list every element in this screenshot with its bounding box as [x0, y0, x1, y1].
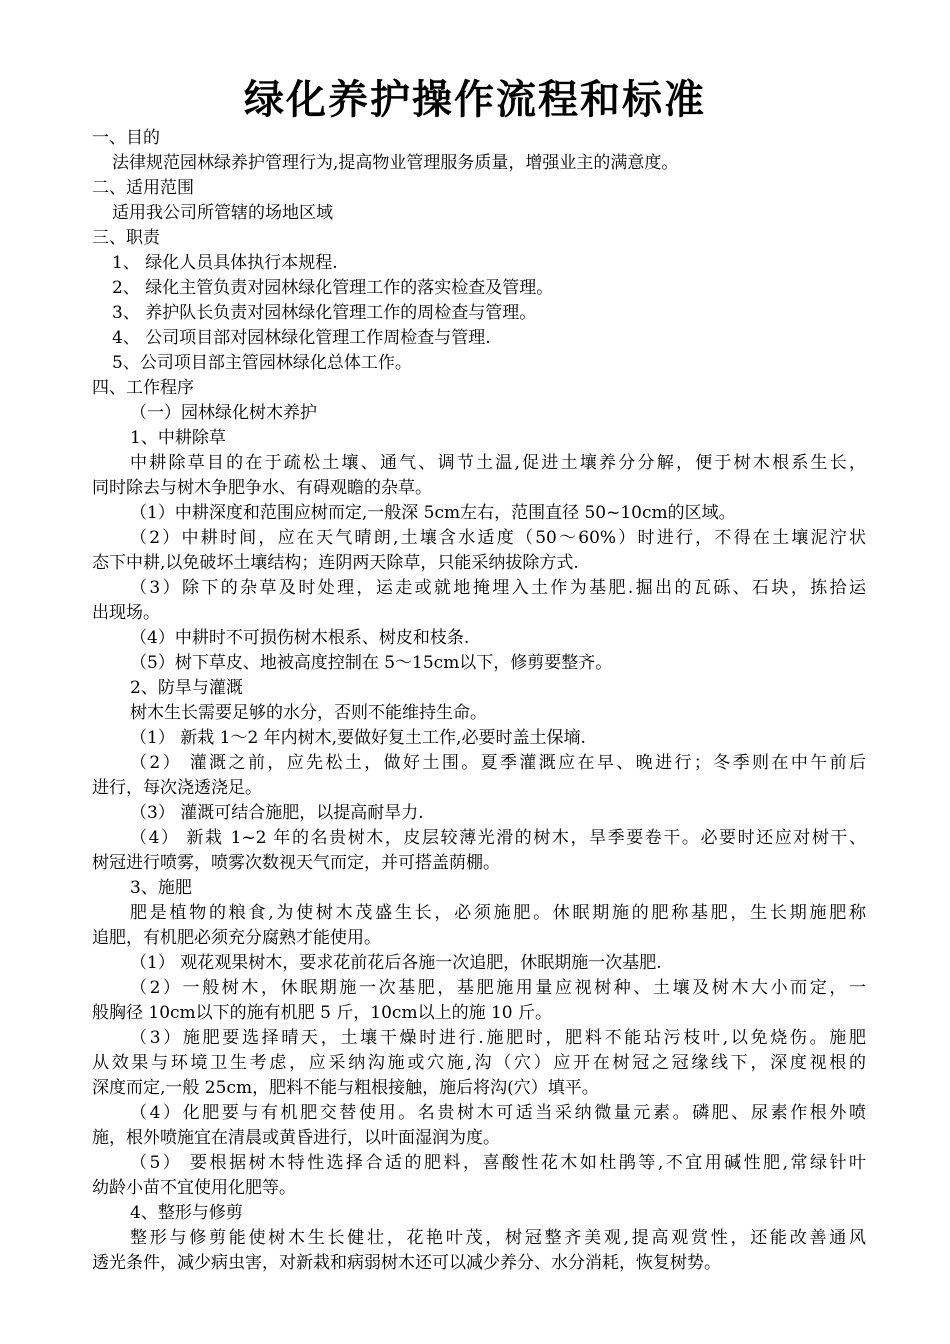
list-item: （3）除下的杂草及时处理，运走或就地掩埋入土作为基肥.掘出的瓦砾、石块，拣拾运 [130, 578, 866, 598]
list-item: （5）树下草皮、地被高度控制在 5～15cm以下，修剪要整齐。 [130, 653, 613, 673]
document-title: 绿化养护操作流程和标准 [244, 77, 706, 123]
list-item: 3、 养护队长负责对园林绿化管理工作的周检查与管理。 [112, 303, 537, 323]
list-item: （2）一般树木，休眠期施一次基肥，基肥施用量应视树种、土壤及树木大小而定，一 [130, 978, 866, 998]
paragraph-line: 进行，每次浇透浇足。 [92, 778, 262, 798]
paragraph-line: 中耕除草目的在于疏松土壤、通气、调节土温,促进土壤养分分解，便于树木根系生长， [130, 453, 866, 473]
paragraph-line: 出现场。 [92, 603, 160, 623]
section-heading-purpose: 一、目的 [92, 128, 160, 148]
paragraph-line: 追肥，有机肥必须充分腐熟才能使用。 [92, 928, 381, 948]
section-heading-procedure: 四、工作程序 [92, 378, 194, 398]
list-item: （3）施肥要选择晴天，土壤干燥时进行.施肥时，肥料不能玷污枝叶,以免烧伤。施肥 [130, 1028, 866, 1048]
subsection-heading: （一）园林绿化树木养护 [130, 403, 317, 423]
paragraph-line: 态下中耕,以免破坏土壤结构；连阴两天除草，只能采纳拔除方式. [92, 553, 579, 573]
section-heading-scope: 二、适用范围 [92, 178, 194, 198]
subsection-heading: 1、中耕除草 [130, 428, 226, 448]
paragraph-line: 施，根外喷施宜在清晨或黄昏进行，以叶面湿润为度。 [92, 1128, 500, 1148]
paragraph-line: 同时除去与树木争肥争水、有碍观瞻的杂草。 [92, 478, 432, 498]
list-item: （1） 新栽 1～2 年内树木,要做好复土工作,必要时盖土保墒. [130, 728, 586, 748]
list-item: （2） 灌溉之前，应先松土，做好土围。夏季灌溉应在早、晚进行；冬季则在中午前后 [130, 753, 866, 773]
list-item: 5、公司项目部主管园林绿化总体工作。 [112, 353, 412, 373]
list-item: 4、 公司项目部对园林绿化管理工作周检查与管理. [112, 328, 491, 348]
list-item: （4） 新栽 1~2 年的名贵树木，皮层较薄光滑的树木，旱季要卷干。必要时还应对树干、 [130, 828, 866, 848]
subsection-heading: 2、防旱与灌溉 [130, 678, 243, 698]
paragraph-line: 肥是植物的粮食,为使树木茂盛生长，必须施肥。休眠期施的肥称基肥，生长期施肥称 [130, 903, 866, 923]
list-item: （2）中耕时间，应在天气晴朗,土壤含水适度（50～60%）时进行，不得在土壤泥泞状 [130, 528, 866, 548]
list-item: 1、 绿化人员具体执行本规程. [112, 253, 338, 273]
paragraph-line: 树冠进行喷雾，喷雾次数视天气而定，并可搭盖荫棚。 [92, 853, 500, 873]
list-item: （1） 观花观果树木，要求花前花后各施一次追肥，休眠期施一次基肥. [130, 953, 662, 973]
list-item: 2、 绿化主管负责对园林绿化管理工作的落实检查及管理。 [112, 278, 554, 298]
paragraph: 适用我公司所管辖的场地区域 [112, 203, 333, 223]
paragraph-line: 从效果与环境卫生考虑，应采纳沟施或穴施,沟（穴）应开在树冠之冠缘线下，深度视根的 [92, 1053, 866, 1073]
list-item: （3） 灌溉可结合施肥，以提高耐旱力. [130, 803, 424, 823]
list-item: （5） 要根据树木特性选择合适的肥料，喜酸性花木如杜鹃等,不宜用碱性肥,常绿针叶 [130, 1153, 866, 1173]
list-item: （1）中耕深度和范围应树而定,一般深 5cm左右，范围直径 50~10cm的区域。 [130, 503, 736, 523]
paragraph-line: 整形与修剪能使树木生长健壮，花艳叶茂，树冠整齐美观,提高观赏性，还能改善通风 [130, 1228, 866, 1248]
section-heading-duties: 三、职责 [92, 228, 160, 248]
paragraph-line: 般胸径 10cm以下的施有机肥 5 斤，10cm以上的施 10 斤。 [92, 1003, 553, 1023]
list-item: （4）化肥要与有机肥交替使用。名贵树木可适当采纳微量元素。磷肥、尿素作根外喷 [130, 1103, 866, 1123]
paragraph: 树木生长需要足够的水分，否则不能维持生命。 [130, 703, 487, 723]
paragraph-line: 幼龄小苗不宜使用化肥等。 [92, 1178, 296, 1198]
list-item: （4）中耕时不可损伤树木根系、树皮和枝条. [130, 628, 470, 648]
paragraph-line: 深度而定,一般 25cm，肥料不能与粗根接触，施后将沟(穴）填平。 [92, 1078, 599, 1098]
paragraph-line: 透光条件，减少病虫害，对新栽和病弱树木还可以减少养分、水分消耗，恢复树势。 [92, 1253, 721, 1273]
subsection-heading: 3、施肥 [130, 878, 192, 898]
paragraph: 法律规范园林绿养护管理行为,提高物业管理服务质量，增强业主的满意度。 [112, 153, 679, 173]
subsection-heading: 4、整形与修剪 [130, 1203, 243, 1223]
